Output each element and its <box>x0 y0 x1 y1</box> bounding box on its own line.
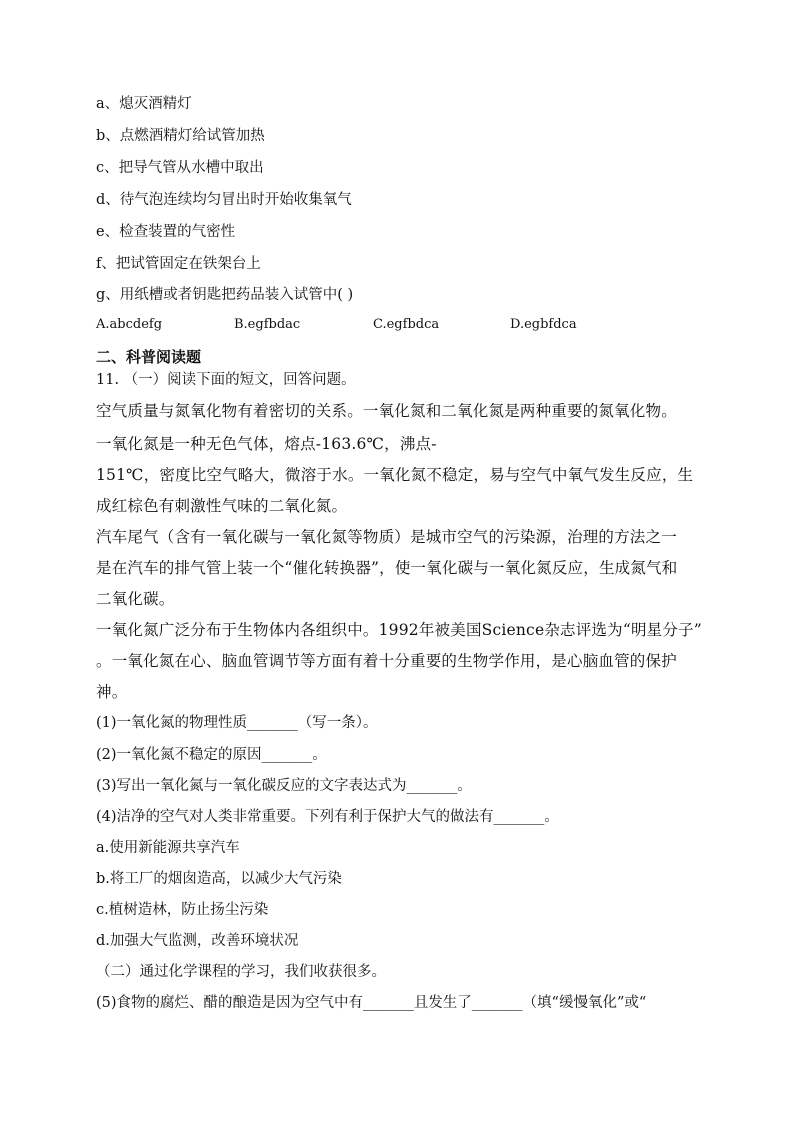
option-b: b.将工厂的烟囱造高，以减少大气污染 <box>96 871 342 887</box>
passage-line: 空气质量与氮氧化物有着密切的关系。一氧化氮和二氧化氮是两种重要的氮氧化物。 <box>96 402 677 420</box>
step-g: g、用纸槽或者钥匙把药品装入试管中( ) <box>96 287 354 303</box>
choice-c: C.egfbdca <box>373 317 440 332</box>
choice-a: A.abcdefg <box>96 317 163 332</box>
question-3: (3)写出一氧化氮与一氧化碳反应的文字表达式为_______。 <box>96 778 472 794</box>
step-d: d、待气泡连续均匀冒出时开始收集氧气 <box>96 192 352 208</box>
section-heading: 二、科普阅读题 <box>96 348 202 366</box>
question-1: (1)一氧化氮的物理性质_______（写一条）。 <box>96 715 378 731</box>
passage-line: 一氧化氮是一种无色气体，熔点-163.6℃，沸点- <box>96 435 437 453</box>
option-c: c.植树造林，防止扬尘污染 <box>96 902 269 918</box>
choice-b: B.egfbdac <box>234 317 301 332</box>
passage-line: 。一氧化氮在心、脑血管调节等方面有着十分重要的生物学作用，是心脑血管的保护 <box>96 652 677 670</box>
question-4: (4)洁净的空气对人类非常重要。下列有利于保护大气的做法有_______。 <box>96 809 559 825</box>
passage-line: 汽车尾气（含有一氧化碳与一氧化氮等物质）是城市空气的污染源，治理的方法之一 <box>96 528 677 546</box>
question-5: (5)食物的腐烂、醋的酿造是因为空气中有_______且发生了_______（填“缓慢氧化”或“ <box>96 995 647 1011</box>
question-11-intro: 11. （一）阅读下面的短文，回答问题。 <box>96 372 356 388</box>
step-a: a、熄灭酒精灯 <box>96 96 192 112</box>
part-two-intro: （二）通过化学课程的学习，我们收获很多。 <box>96 964 386 980</box>
step-b: b、点燃酒精灯给试管加热 <box>96 128 265 144</box>
passage-line: 151℃，密度比空气略大，微溶于水。一氧化氮不稳定，易与空气中氧气发生反应，生 <box>96 466 694 484</box>
passage-line: 是在汽车的排气管上装一个“催化转换器”，使一氧化碳与一氧化氮反应，生成氮气和 <box>96 559 678 577</box>
passage-line: 一氧化氮广泛分布于生物体内各组织中。1992年被美国Science杂志评选为“明星分子” <box>96 621 702 639</box>
step-e: e、检查装置的气密性 <box>96 224 236 240</box>
passage-line: 成红棕色有刺激性气味的二氧化氮。 <box>96 497 348 515</box>
option-a: a.使用新能源共享汽车 <box>96 840 240 856</box>
step-c: c、把导气管从水槽中取出 <box>96 160 264 176</box>
option-d: d.加强大气监测，改善环境状况 <box>96 933 299 949</box>
passage-line: 二氧化碳。 <box>96 590 175 608</box>
step-f: f、把试管固定在铁架台上 <box>96 256 261 272</box>
choice-d: D.egbfdca <box>510 317 577 332</box>
question-2: (2)一氧化氮不稳定的原因_______。 <box>96 747 327 763</box>
passage-line: 神。 <box>96 683 128 701</box>
